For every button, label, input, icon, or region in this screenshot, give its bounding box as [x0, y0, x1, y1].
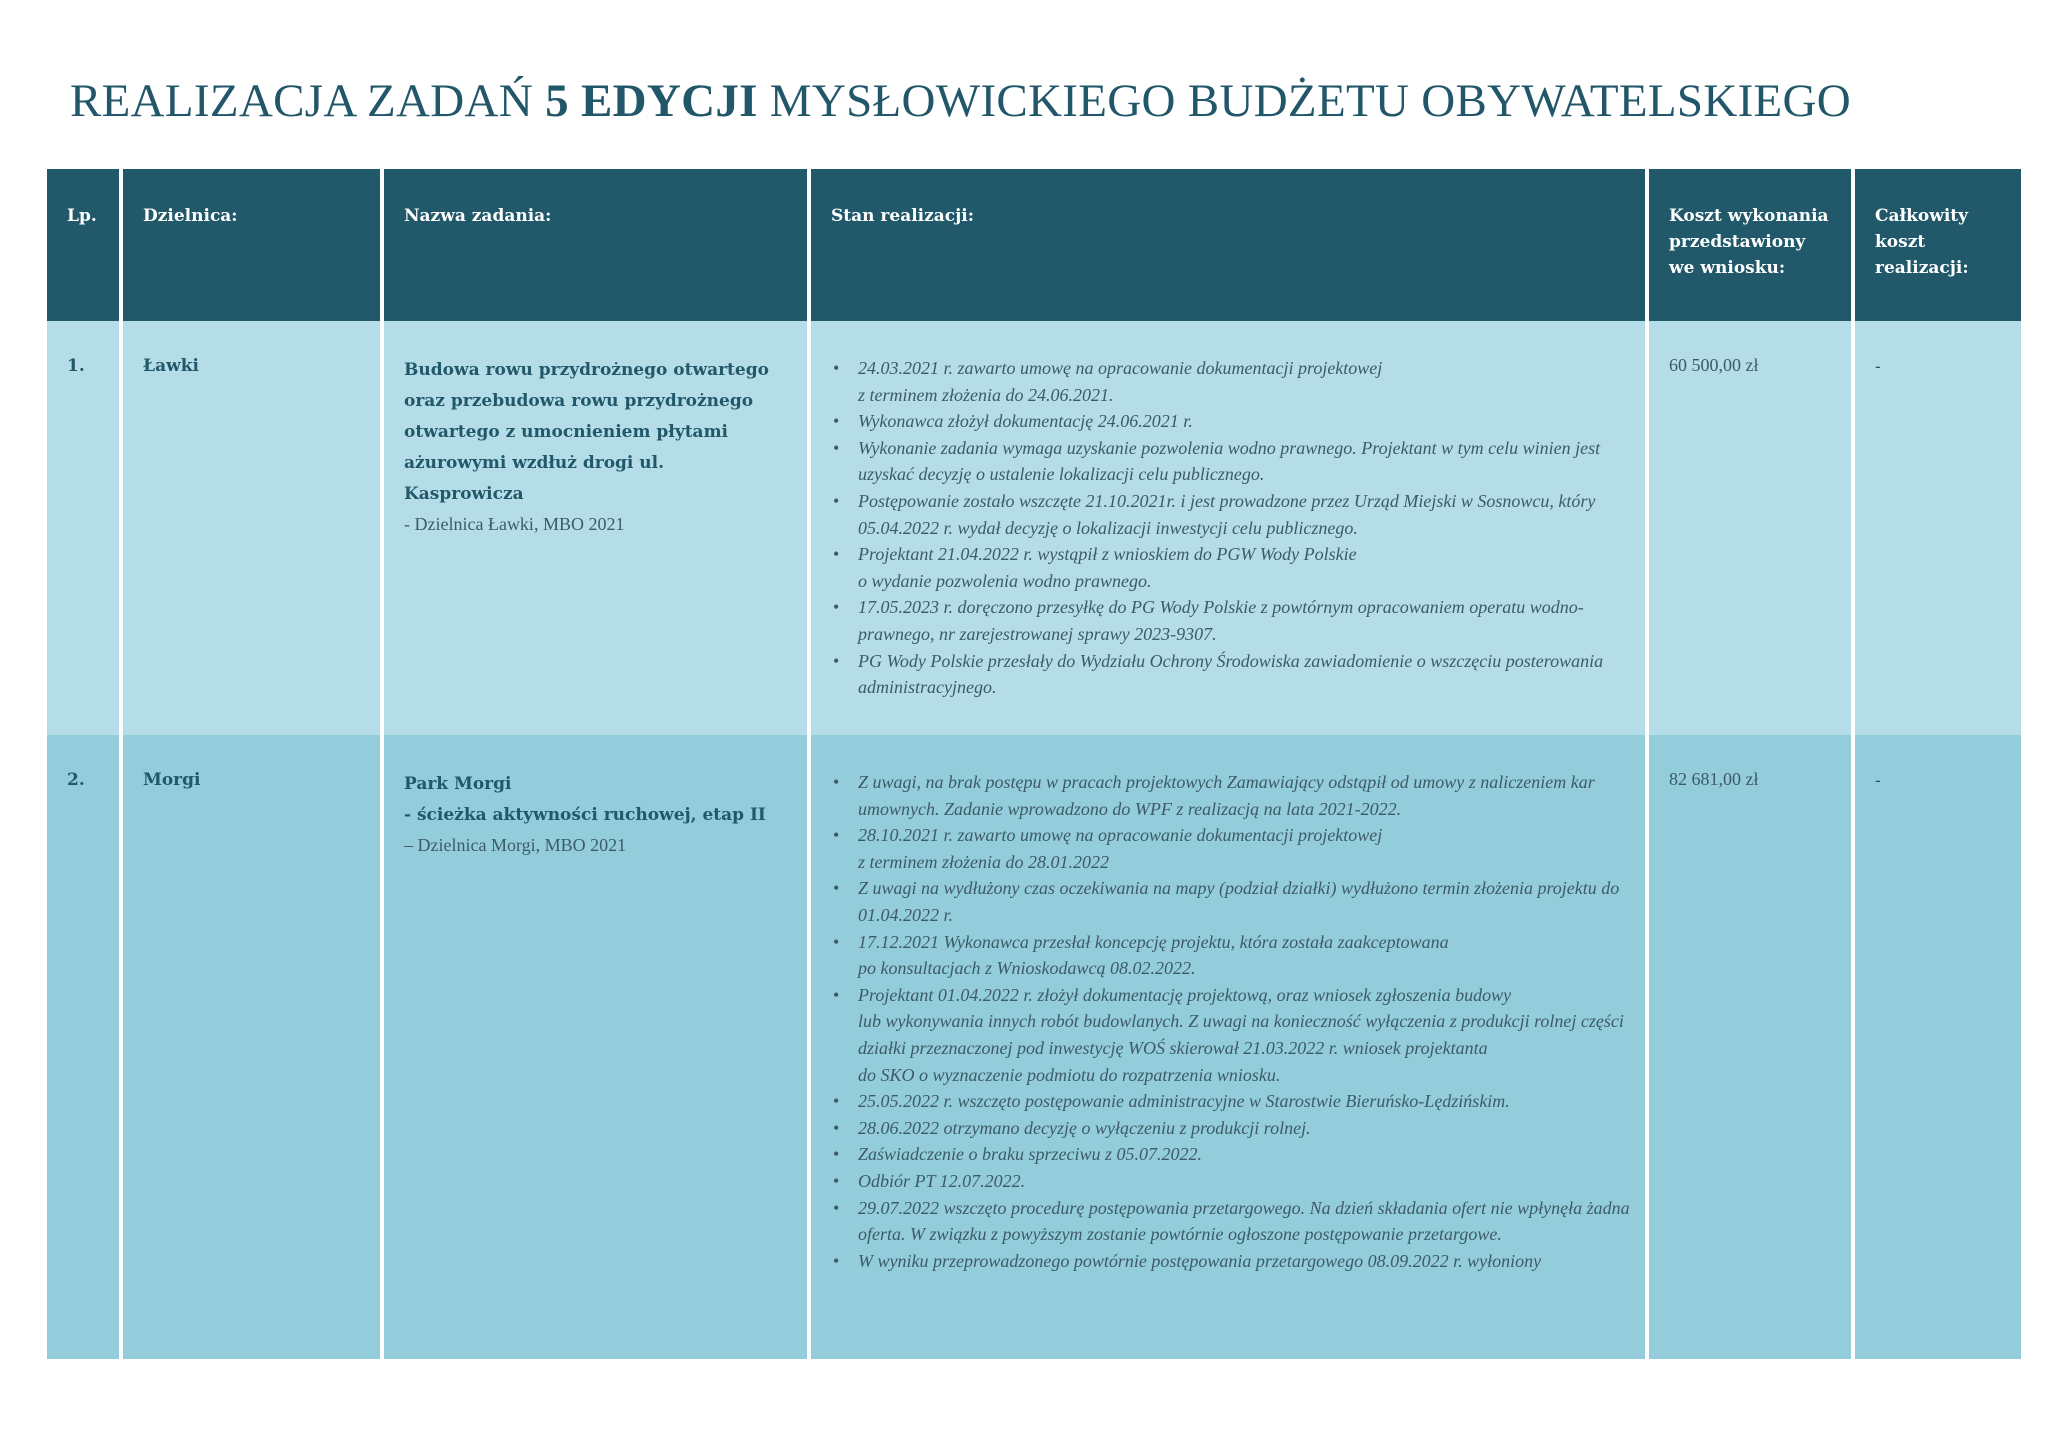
status-item: • 17.12.2021 Wykonawca przesłał koncepcję projektu, która została zaakceptowana po konsultacjach z Wnioskodawcą 08.02.2022.: [831, 929, 1633, 982]
row-cost: 60 500,00 zł: [1647, 321, 1853, 735]
title-part-1: REALIZACJA ZADAŃ: [70, 75, 534, 127]
task-name: Budowa rowu przydrożnego otwartego oraz przebudowa rowu przydrożnego otwartego z umocnieniem płytami ażurowymi wzdłuż drogi ul. Kasprowicza: [404, 360, 769, 504]
table-row: [47, 735, 2021, 1359]
row-total-cost: -: [1853, 735, 2021, 1359]
status-item: • 28.10.2021 r. zawarto umowę na opracowanie dokumentacji projektowej z terminem złożenia do 28.01.2022: [831, 822, 1633, 875]
status-item: • Z uwagi na wydłużony czas oczekiwania na mapy (podział działki) wydłużono termin złożenia projektu do 01.04.2022 r.: [831, 875, 1633, 928]
status-item: • PG Wody Polskie przesłały do Wydziału Ochrony Środowiska zawiadomienie o wszczęciu posterowania administracyjnego.: [831, 648, 1633, 701]
status-item: • Projektant 21.04.2022 r. wystąpił z wnioskiem do PGW Wody Polskie o wydanie pozwolenia wodno prawnego.: [831, 541, 1633, 594]
row-status: [809, 735, 1647, 1359]
row-district: Ławki: [121, 321, 382, 735]
header-cost: Koszt wykonania przedstawiony we wniosku:: [1647, 169, 1853, 321]
status-item: • Z uwagi, na brak postępu w pracach projektowych Zamawiający odstąpił od umowy z naliczeniem kar umownych. Zadanie wprowadzono do WPF z realizacją na lata 2021-2022.: [831, 769, 1633, 822]
row-cost: 82 681,00 zł: [1647, 735, 1853, 1359]
task-subtitle: – Dzielnica Morgi, MBO 2021: [404, 835, 627, 855]
status-item: • Wykonawca złożył dokumentację 24.06.2021 r.: [831, 408, 1633, 435]
task-subtitle: - Dzielnica Ławki, MBO 2021: [404, 514, 625, 534]
title-part-3: MYSŁOWICKIEGO BUDŻETU OBYWATELSKIEGO: [769, 75, 1852, 127]
status-list: [831, 355, 1633, 701]
row-task: [382, 735, 809, 1359]
header-total-cost: Całkowity koszt realizacji:: [1853, 169, 2021, 321]
row-status: [809, 321, 1647, 735]
title-part-2: 5 EDYCJI: [545, 75, 758, 127]
status-item: • 28.06.2022 otrzymano decyzję o wyłączeniu z produkcji rolnej.: [831, 1115, 1633, 1142]
status-item: • Projektant 01.04.2022 r. złożył dokumentację projektową, oraz wniosek zgłoszenia budowy lub wykonywania innych robót budowlanych. Z uwagi na konieczność wyłączenia z produkcji rolnej części działki przeznaczonej pod inwestycję WOŚ skierował 21.03.2022 r. wniosek projektanta do SKO o wyznaczenie podmiotu do rozpatrzenia wniosku.: [831, 982, 1633, 1088]
row-number: 2.: [47, 735, 121, 1359]
header-task-name: Nazwa zadania:: [382, 169, 809, 321]
header-status: Stan realizacji:: [809, 169, 1647, 321]
status-item: • Postępowanie zostało wszczęte 21.10.2021r. i jest prowadzone przez Urząd Miejski w Sosnowcu, który 05.04.2022 r. wydał decyzję o lokalizacji inwestycji celu publicznego.: [831, 488, 1633, 541]
status-item: • 25.05.2022 r. wszczęto postępowanie administracyjne w Starostwie Bieruńsko-Lędzińskim.: [831, 1088, 1633, 1115]
header-district: Dzielnica:: [121, 169, 382, 321]
status-item: • 24.03.2021 r. zawarto umowę na opracowanie dokumentacji projektowej z terminem złożenia do 24.06.2021.: [831, 355, 1633, 408]
table-header-row: [47, 169, 2021, 321]
status-item: • Zaświadczenie o braku sprzeciwu z 05.07.2022.: [831, 1141, 1633, 1168]
row-district: Morgi: [121, 735, 382, 1359]
task-name: Park Morgi - ścieżka aktywności ruchowej, etap II: [404, 774, 766, 825]
page-title: [70, 74, 1851, 128]
status-item: • Odbiór PT 12.07.2022.: [831, 1168, 1633, 1195]
table-row: [47, 321, 2021, 735]
row-number: 1.: [47, 321, 121, 735]
status-item: • W wyniku przeprowadzonego powtórnie postępowania przetargowego 08.09.2022 r. wyłoniony: [831, 1248, 1633, 1275]
status-item: • Wykonanie zadania wymaga uzyskanie pozwolenia wodno prawnego. Projektant w tym celu winien jest uzyskać decyzję o ustalenie lokalizacji celu publicznego.: [831, 435, 1633, 488]
row-task: [382, 321, 809, 735]
row-total-cost: -: [1853, 321, 2021, 735]
status-item: • 29.07.2022 wszczęto procedurę postępowania przetargowego. Na dzień składania ofert nie wpłynęła żadna oferta. W związku z powyższym zostanie powtórnie ogłoszone postępowanie przetargowe.: [831, 1195, 1633, 1248]
status-item: • 17.05.2023 r. doręczono przesyłkę do PG Wody Polskie z powtórnym opracowaniem operatu wodno-prawnego, nr zarejestrowanej sprawy 2023-9307.: [831, 594, 1633, 647]
status-list: [831, 769, 1633, 1274]
tasks-table: [47, 169, 2021, 1359]
header-lp: Lp.: [47, 169, 121, 321]
